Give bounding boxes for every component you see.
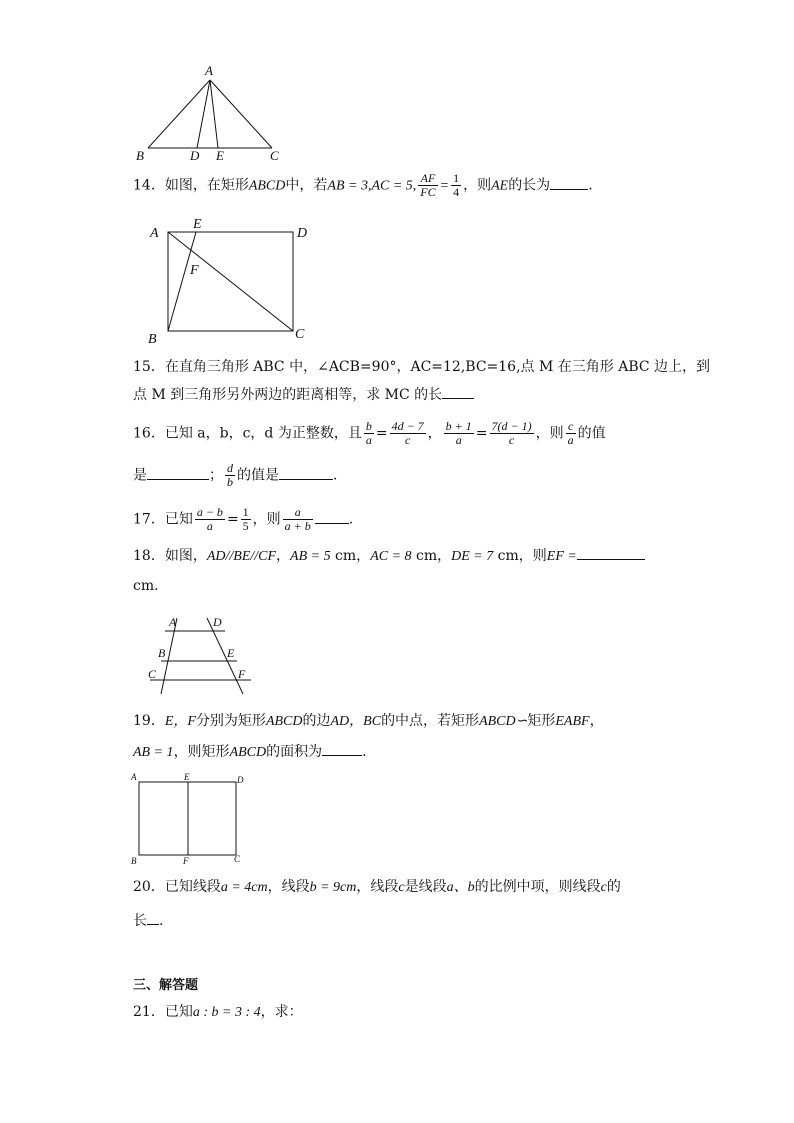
label-d: D	[297, 226, 308, 241]
label-d: D	[213, 615, 222, 629]
fraction-b1-a: $\frac{b + 1}{a}$	[445, 419, 472, 447]
fraction-one-quarter: $\frac{1}{4}$	[453, 171, 460, 199]
label-b: B	[131, 856, 137, 866]
label-f: F	[190, 263, 199, 278]
answer-blank	[550, 177, 588, 190]
label-a: A	[131, 772, 137, 782]
question-21: 21．已知a : b = 3 : 4，求：	[133, 1004, 303, 1020]
figure-18-parallel-lines	[145, 612, 260, 697]
label-c: C	[234, 854, 241, 864]
label-c: C	[295, 327, 305, 342]
question-20-line2: 长 .	[133, 913, 164, 929]
label-c: C	[148, 667, 157, 681]
label-e: E	[216, 148, 224, 163]
label-b: B	[136, 148, 144, 163]
question-14: 14．如图，在矩形ABCD中，若AB = 3,AC = 5, $\frac{AF}{FC}$ = $\frac{1}{4}$ ，则AE的长为 .	[133, 171, 593, 199]
label-a: A	[169, 615, 177, 629]
label-b: B	[158, 646, 166, 660]
fraction-af-fc: $\frac{AF}{FC}$	[420, 171, 436, 199]
answer-blank	[315, 511, 349, 524]
question-16-line2: 是 ； $\frac{d}{b}$ 的值是 .	[133, 461, 338, 489]
answer-blank	[147, 912, 159, 925]
section-title: 三、解答题	[133, 978, 199, 993]
question-19: 19．E，F分别为矩形ABCD的边AD，BC的中点，若矩形ABCD∽矩形EABF，	[133, 713, 604, 729]
question-20: 20．已知线段a = 4cm，线段b = 9cm，线段c是线段a、b的比例中项，则线段c的	[133, 879, 621, 895]
fraction-4d7-c: $\frac{4d - 7}{c}$	[391, 419, 424, 447]
answer-blank	[322, 743, 362, 756]
label-f: F	[183, 856, 189, 866]
fraction-ab-a: $\frac{a - b}{a}$	[196, 505, 223, 533]
answer-blank	[577, 547, 645, 560]
answer-blank	[442, 386, 474, 399]
question-15: 15．在直角三角形 ABC 中，∠ACB=90°，AC=12,BC=16,点 M 在三角形 ABC 边上，到	[133, 359, 711, 375]
fraction-7d1-c: $\frac{7(d - 1)}{c}$	[491, 419, 532, 447]
question-18-line2: cm.	[133, 578, 159, 594]
question-19-line2: AB = 1，则矩形ABCD的面积为 .	[133, 744, 367, 760]
fraction-c-a: $\frac{c}{a}$	[567, 419, 574, 447]
fraction-b-a: $\frac{b}{a}$	[365, 419, 372, 447]
label-d: D	[237, 775, 244, 785]
label-e: E	[227, 646, 235, 660]
figure-19-rectangle	[128, 770, 253, 868]
label-a: A	[150, 226, 159, 241]
answer-blank	[147, 467, 209, 480]
question-18: 18．如图，AD//BE//CF，AB = 5 cm，AC = 8 cm，DE = 7 cm，则EF =	[133, 547, 645, 566]
figure-14-rectangle	[140, 212, 320, 347]
label-a: A	[205, 63, 213, 78]
question-15-line2: 点 M 到三角形另外两边的距离相等，求 MC 的长	[133, 386, 474, 404]
label-c: C	[270, 148, 279, 163]
fraction-d-b: $\frac{d}{b}$	[227, 461, 233, 489]
label-d: D	[190, 148, 200, 163]
fraction-a-ab: $\frac{a}{a + b}$	[284, 505, 311, 533]
fraction-one-fifth: $\frac{1}{5}$	[242, 505, 249, 533]
label-f: F	[238, 667, 246, 681]
question-17: 17．已知 $\frac{a - b}{a}$ = $\frac{1}{5}$ ，则 $\frac{a}{a + b}$ .	[133, 505, 354, 533]
figure-13-triangle	[130, 60, 300, 165]
question-16: 16．已知 a，b，c，d 为正整数，且 $\frac{b}{a}$ = $\frac{4d - 7}{c}$ ， $\frac{b + 1}{a}$ = $\frac{7(d - 1)}{c}$ ，则 $\frac{c}{a}$ 的值	[133, 419, 606, 447]
label-e: E	[184, 772, 190, 782]
label-b: B	[148, 332, 157, 347]
label-e: E	[193, 217, 202, 232]
answer-blank	[279, 467, 333, 480]
